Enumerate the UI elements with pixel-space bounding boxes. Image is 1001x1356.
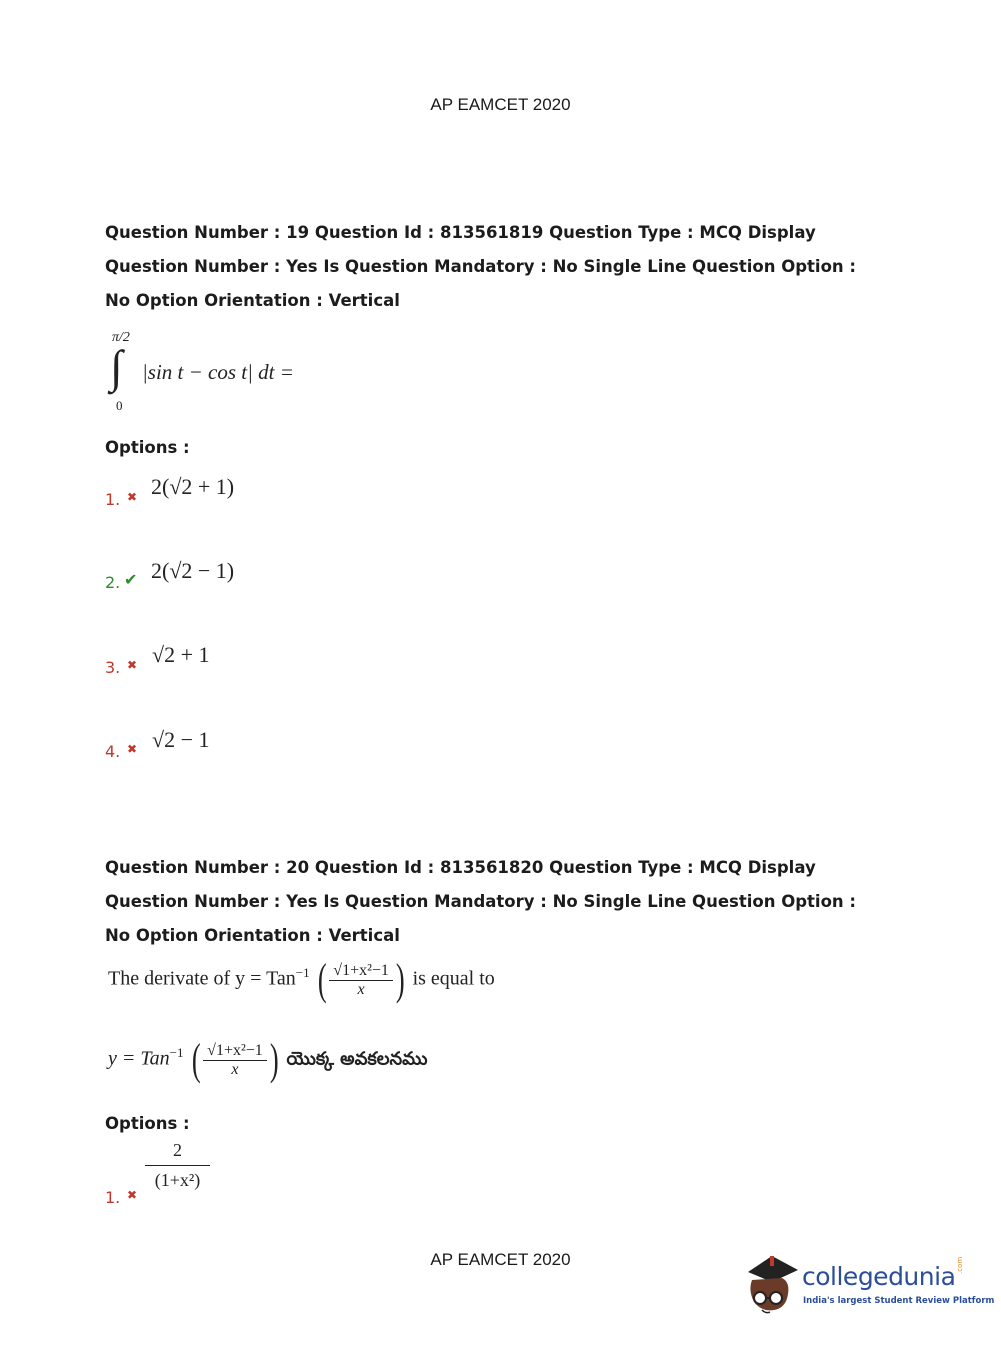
fraction-numerator: √1+x²−1 (329, 962, 393, 981)
cross-icon: ✖ (127, 1188, 138, 1202)
inverse-superscript: −1 (169, 1044, 184, 1060)
option-text: √2 − 1 (152, 727, 210, 752)
brand-domain: .com (956, 1256, 964, 1274)
option-fraction (145, 1140, 210, 1191)
fraction-numerator: 2 (145, 1140, 210, 1166)
integral-sign: ∫ (110, 341, 123, 392)
statement-prefix: y = Tan (108, 1047, 170, 1070)
option-text: 2(√2 − 1) (151, 558, 235, 583)
check-icon: ✔ (124, 570, 138, 589)
option-number: 2. (105, 573, 121, 592)
statement-suffix: is equal to (412, 967, 495, 990)
mascot-icon (742, 1250, 802, 1316)
brand-tagline: India's largest Student Review Platform (803, 1296, 995, 1306)
question-20-statement-te: y = Tan$^{-1}$ ( $\frac{\text{√1+x²−1}}{x}$ ) యొక్క అవకలనము (108, 1035, 428, 1084)
collegedunia-logo (742, 1250, 995, 1320)
cross-icon: ✖ (127, 658, 138, 672)
page-footer: AP EAMCET 2020 (430, 1250, 571, 1269)
option-number: 1. (105, 1188, 121, 1207)
statement-suffix-telugu: యొక్క అవకలనము (286, 1048, 428, 1070)
question-20-statement-en: The derivate of y = Tan$^{-1}$ ( $\frac{\text{√1+x²−1}}{x}$ ) is equal to (108, 955, 495, 1004)
fraction-denominator: x (231, 1060, 239, 1078)
option-text: 2(√2 + 1) (151, 474, 235, 499)
options-label: Options : (105, 438, 190, 457)
integral-upper-limit: π/2 (112, 330, 130, 345)
integrand: |sin t − cos t| dt = (142, 360, 294, 384)
cross-icon: ✖ (127, 490, 138, 504)
option-text: √2 + 1 (152, 642, 210, 667)
statement-prefix: The derivate of y = Tan (108, 967, 296, 990)
fraction-denominator: (1+x²) (154, 1170, 201, 1190)
question-20-meta: Question Number : 20 Question Id : 813561820 Question Type : MCQ Display Question Number : Yes Is Question Mandatory : No Single Line Question Option : No Option Orientation : Vertical (105, 858, 857, 945)
fraction-denominator: x (357, 980, 365, 998)
question-19-meta: Question Number : 19 Question Id : 813561819 Question Type : MCQ Display Question Number : Yes Is Question Mandatory : No Single Line Question Option : No Option Orientation : Vertical (105, 223, 857, 310)
page-header: AP EAMCET 2020 (430, 95, 571, 114)
integral-lower-limit: 0 (116, 398, 123, 413)
brand-name: collegedunia (802, 1262, 956, 1291)
option-number: 3. (105, 658, 121, 677)
options-label: Options : (105, 1114, 190, 1133)
cross-icon: ✖ (127, 742, 138, 756)
option-number: 1. (105, 490, 121, 509)
option-number: 4. (105, 742, 121, 761)
inverse-superscript: −1 (295, 964, 310, 980)
fraction-numerator: √1+x²−1 (203, 1042, 267, 1061)
